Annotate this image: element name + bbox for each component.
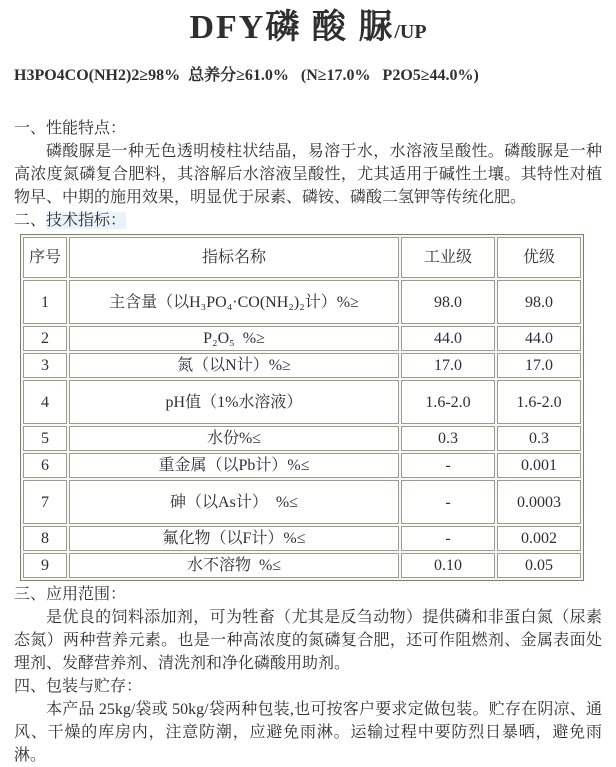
spec-table-header-row: [23, 237, 581, 278]
indicator-name: 水不溶物 %≤: [69, 553, 399, 578]
row-number: 9: [23, 553, 67, 578]
section3-heading: 三、应用范围：: [14, 586, 127, 603]
indicator-name: 水份%≤: [69, 426, 399, 451]
premium-grade-value: 0.05: [497, 553, 581, 578]
col-header-number: 序号: [23, 237, 67, 278]
industrial-grade-value: 1.6-2.0: [401, 380, 495, 424]
col-header-indicator-name: 指标名称: [69, 237, 399, 278]
industrial-grade-value: 98.0: [401, 280, 495, 324]
row-number: 3: [23, 353, 67, 378]
premium-grade-value: 98.0: [497, 280, 581, 324]
page-title-main: DFY磷 酸 脲: [189, 9, 395, 46]
table-row: [23, 280, 581, 324]
section2-heading-label: 技术指标：: [46, 212, 127, 229]
section4-heading: 四、包装与贮存：: [14, 678, 143, 695]
premium-grade-value: 0.3: [497, 426, 581, 451]
premium-grade-value: 44.0: [497, 326, 581, 351]
page-title-suffix: /UP: [394, 21, 427, 43]
premium-grade-value: 1.6-2.0: [497, 380, 581, 424]
col-header-industrial-grade: 工业级: [401, 237, 495, 278]
indicator-name: 主含量（以H₃PO₄·CO(NH₂)₂计）%≥: [69, 280, 399, 324]
industrial-grade-value: -: [401, 526, 495, 551]
table-row: [23, 553, 581, 578]
table-row: [23, 326, 581, 351]
table-row: [23, 380, 581, 424]
table-row: [23, 353, 581, 378]
table-row: [23, 426, 581, 451]
industrial-grade-value: 0.3: [401, 426, 495, 451]
industrial-grade-value: 0.10: [401, 553, 495, 578]
table-row: [23, 526, 581, 551]
row-number: 8: [23, 526, 67, 551]
page-title: [14, 6, 602, 54]
premium-grade-value: 0.001: [497, 453, 581, 478]
composition-line: H3PO4CO(NH2)2≥98% 总养分≥61.0% (N≥17.0% P2O5≥44.0%): [14, 67, 479, 84]
indicator-name: 砷（以As计） %≤: [69, 480, 399, 524]
indicator-name: 氮（以N计）%≥: [69, 353, 399, 378]
row-number: 5: [23, 426, 67, 451]
col-header-premium-grade: 优级: [497, 237, 581, 278]
table-row: [23, 453, 581, 478]
industrial-grade-value: 17.0: [401, 353, 495, 378]
row-number: 7: [23, 480, 67, 524]
premium-grade-value: 17.0: [497, 353, 581, 378]
industrial-grade-value: 44.0: [401, 326, 495, 351]
indicator-name: 重金属（以Pb计）%≤: [69, 453, 399, 478]
indicator-name: 氟化物（以F计）%≤: [69, 526, 399, 551]
table-row: [23, 480, 581, 524]
row-number: 1: [23, 280, 67, 324]
section2-heading-prefix: 二、: [14, 212, 47, 229]
indicator-name: P₂O₅ %≥: [69, 326, 399, 351]
indicator-name: pH值（1%水溶液）: [69, 380, 399, 424]
row-number: 2: [23, 326, 67, 351]
premium-grade-value: 0.0003: [497, 480, 581, 524]
spec-table: [20, 234, 584, 581]
section4-body: 本产品 25kg/袋或 50kg/袋两种包装,也可按客户要求定做包装。贮存在阴凉、通风、干燥的库房内，注意防潮，应避免雨淋。运输过程中要防烈日暴晒，避免雨淋。: [14, 701, 602, 764]
section1-body: 磷酸脲是一种无色透明棱柱状结晶，易溶于水，水溶液呈酸性。磷酸脲是一种高浓度氮磷复合肥料，其溶解后水溶液呈酸性，尤其适用于碱性土壤。其特性对植物早、中期的施用效果，明显优于尿素、磷铵、磷酸二氢钾等传统化肥。: [14, 143, 602, 206]
industrial-grade-value: -: [401, 453, 495, 478]
spec-table-body: [23, 280, 581, 578]
section1-heading: 一、性能特点：: [14, 120, 127, 137]
row-number: 4: [23, 380, 67, 424]
row-number: 6: [23, 453, 67, 478]
section3-body: 是优良的饲料添加剂，可为牲畜（尤其是反刍动物）提供磷和非蛋白氮（尿素态氮）两种营养元素。也是一种高浓度的氮磷复合肥，还可作阻燃剂、金属表面处理剂、发酵营养剂、清洗剂和净化磷酸用助剂。: [14, 609, 602, 672]
premium-grade-value: 0.002: [497, 526, 581, 551]
section2-heading: [14, 209, 602, 232]
industrial-grade-value: -: [401, 480, 495, 524]
